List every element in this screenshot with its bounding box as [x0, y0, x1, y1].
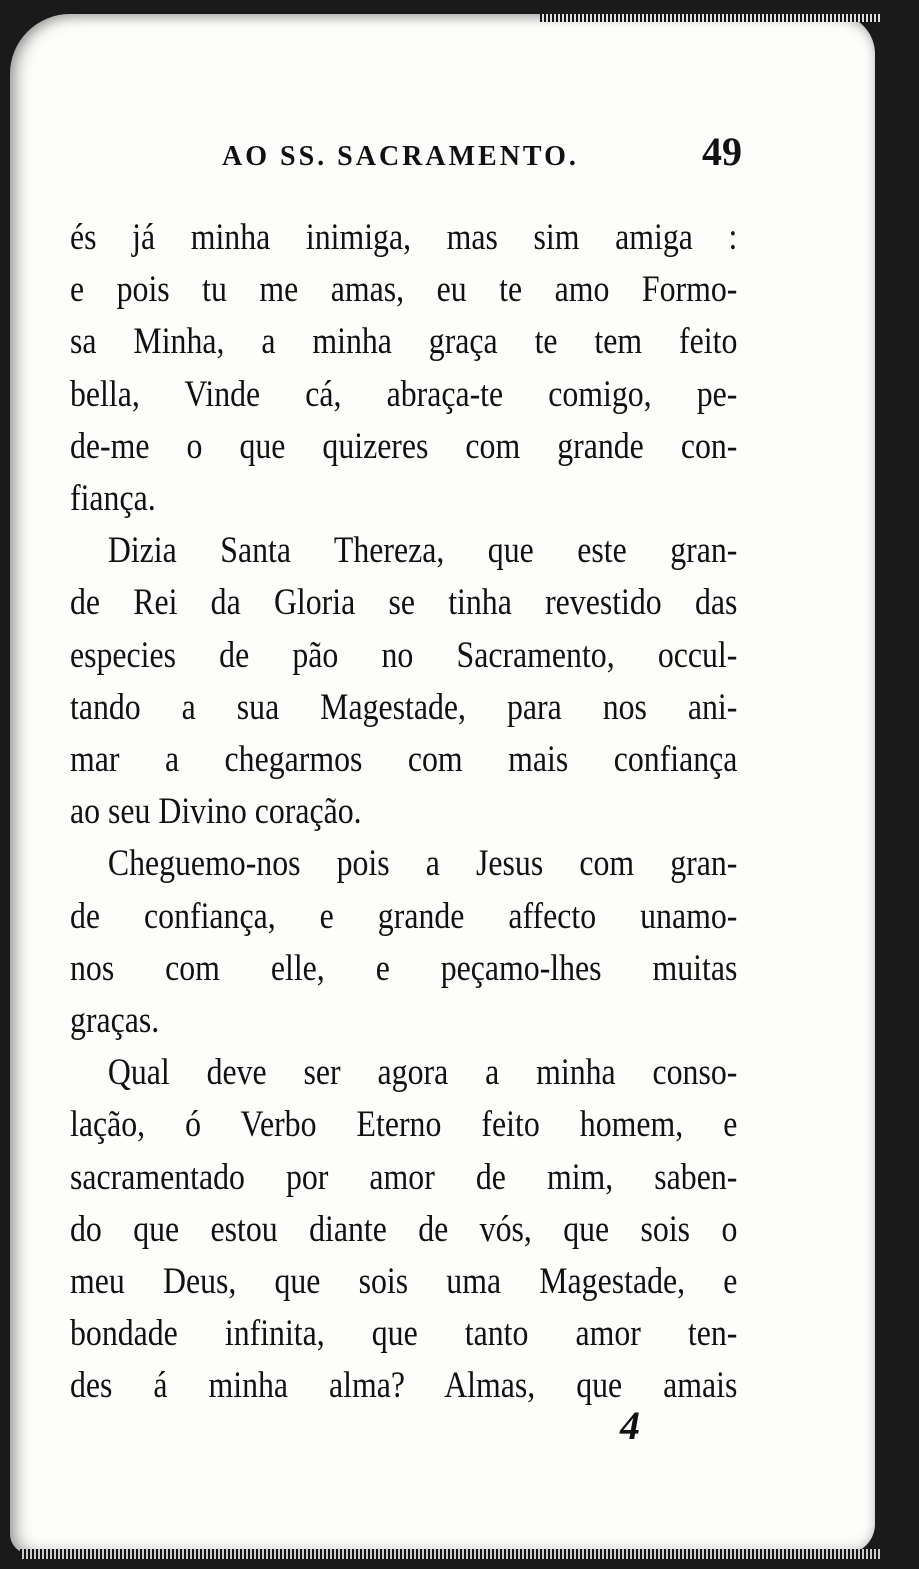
- scan-edge-bottom: [20, 1549, 880, 1559]
- text-line: de confiança, e grande affecto unamo-: [70, 895, 738, 937]
- running-title: AO SS. SACRAMENTO.: [222, 141, 579, 172]
- text-line: de-me o que quizeres com grande con-: [70, 425, 738, 467]
- text-line: és já minha inimiga, mas sim amiga :: [70, 217, 738, 258]
- text-line: sacramentado por amor de mim, saben-: [70, 1156, 738, 1198]
- text-line: ao seu Divino coração.: [70, 791, 362, 833]
- text-line: mar a chegarmos com mais confiança: [70, 739, 738, 781]
- text-line: e pois tu me amas, eu te amo Formo-: [70, 269, 738, 311]
- text-line: bella, Vinde cá, abraça-te comigo, pe-: [70, 373, 738, 415]
- body-text: [70, 212, 737, 1413]
- text-line: Qual deve ser agora a minha conso-: [107, 1052, 738, 1094]
- signature-mark: 4: [620, 1403, 640, 1448]
- text-line: sa Minha, a minha graça te tem feito: [70, 321, 738, 363]
- text-line: do que estou diante de vós, que sois o: [70, 1208, 738, 1250]
- text-line: Dizia Santa Thereza, que este gran-: [107, 530, 738, 572]
- text-line: Cheguemo-nos pois a Jesus com gran-: [107, 843, 738, 885]
- text-line: de Rei da Gloria se tinha revestido das: [70, 582, 738, 624]
- page-number: 49: [702, 129, 742, 174]
- text-line: bondade infinita, que tanto amor ten-: [70, 1313, 738, 1355]
- text-line: des á minha alma? Almas, que amais: [70, 1365, 738, 1407]
- text-line: graças.: [70, 1000, 160, 1042]
- text-line: especies de pão no Sacramento, occul-: [70, 634, 738, 676]
- text-line: nos com elle, e peçamo-lhes muitas: [70, 947, 738, 989]
- text-line: tando a sua Magestade, para nos ani-: [70, 686, 738, 728]
- scan-edge-top: [540, 14, 880, 22]
- text-line: meu Deus, que sois uma Magestade, e: [70, 1261, 738, 1303]
- text-line: lação, ó Verbo Eterno feito homem, e: [70, 1104, 738, 1146]
- running-header: [222, 128, 742, 175]
- text-line: fiança.: [70, 478, 156, 520]
